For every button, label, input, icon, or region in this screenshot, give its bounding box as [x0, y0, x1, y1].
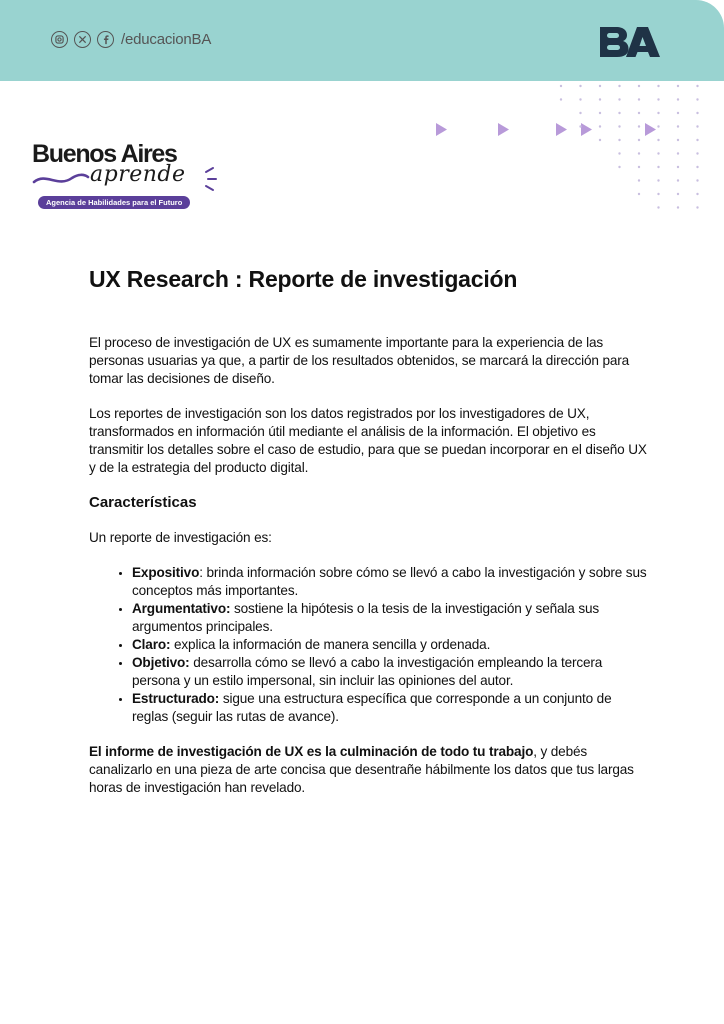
decor-dot — [579, 98, 581, 100]
decor-dot — [638, 139, 640, 141]
decor-dot — [657, 98, 659, 100]
list-item-separator: : — [199, 565, 203, 580]
decor-dot — [657, 193, 659, 195]
list-item — [132, 564, 649, 600]
intro-paragraph: El proceso de investigación de UX es sumamente importante para la experiencia de las personas usuarias ya que, a partir de los resultados obtenidos, se marcará la dirección para tomar las decisiones de diseño. — [89, 335, 630, 386]
decor-dot — [696, 179, 698, 181]
list-item-term: Claro: — [132, 637, 171, 652]
decor-dot — [696, 193, 698, 195]
decor-dot — [599, 125, 601, 127]
decor-dot — [677, 206, 679, 208]
list-item-term: Argumentativo: — [132, 601, 231, 616]
decor-dot — [677, 152, 679, 154]
decor-dot — [696, 98, 698, 100]
list-item — [132, 636, 649, 654]
decor-dot — [696, 85, 698, 87]
closing-rest: , y debés canalizarlo en una pieza de arte concisa que desentrañe hábilmente los datos que tus largas horas de investigación han revelado. — [89, 744, 634, 795]
decor-dot — [618, 139, 620, 141]
decor-dot — [696, 125, 698, 127]
decor-dot — [657, 112, 659, 114]
decor-dot — [638, 193, 640, 195]
list-item — [132, 690, 649, 726]
decor-dot — [657, 139, 659, 141]
decor-dot-grid — [558, 83, 718, 218]
brand-tagline: Agencia de Habilidades para el Futuro — [38, 196, 190, 209]
decor-dot — [696, 152, 698, 154]
decor-dot — [677, 179, 679, 181]
decor-dot — [657, 206, 659, 208]
list-intro: Un reporte de investigación es: — [89, 530, 272, 545]
decor-dot — [677, 85, 679, 87]
ba-logo-text: BA — [598, 24, 600, 25]
decor-dot — [638, 85, 640, 87]
decor-dot — [618, 166, 620, 168]
list-item-term: Objetivo: — [132, 655, 190, 670]
decor-dot — [638, 125, 640, 127]
decor-dot — [677, 125, 679, 127]
decor-dot — [579, 125, 581, 127]
list-item-desc: desarrolla cómo se llevó a cabo la investigación empleando la tercera persona y un estilo impersonal, sin incluir las opiniones del autor. — [132, 655, 603, 688]
decor-dot — [657, 152, 659, 154]
buenos-aires-aprende-logo — [32, 140, 222, 212]
decor-dot — [579, 112, 581, 114]
list-item — [132, 600, 649, 636]
decor-dot — [696, 166, 698, 168]
decor-dot — [599, 112, 601, 114]
characteristics-list — [89, 564, 649, 726]
decor-dot — [696, 206, 698, 208]
decor-dot — [599, 98, 601, 100]
decor-dot — [560, 98, 562, 100]
brand-script: aprende — [90, 162, 186, 187]
decor-dot — [618, 98, 620, 100]
decor-dot — [677, 112, 679, 114]
decor-dot — [638, 98, 640, 100]
decor-dot — [657, 166, 659, 168]
decor-dot — [677, 166, 679, 168]
decor-dot — [638, 166, 640, 168]
decor-dot — [560, 85, 562, 87]
section-heading: Características — [89, 494, 197, 511]
decor-dot — [657, 85, 659, 87]
decor-dot — [677, 193, 679, 195]
arrow-icon — [436, 123, 447, 136]
list-item — [132, 654, 649, 690]
decor-dot — [657, 125, 659, 127]
page-title: UX Research : Reporte de investigación — [89, 266, 518, 292]
list-item-desc: brinda información sobre cómo se llevó a cabo la investigación y sobre sus conceptos más importantes. — [132, 565, 647, 598]
decor-dot — [638, 179, 640, 181]
document-body — [89, 266, 649, 814]
decor-dot — [638, 112, 640, 114]
decor-dot — [696, 139, 698, 141]
social-handle[interactable]: /educacionBA — [121, 31, 212, 48]
list-item-term: Estructurado: — [132, 691, 220, 706]
decor-dot — [618, 125, 620, 127]
decor-dot — [579, 85, 581, 87]
closing-bold: El informe de investigación de UX es la culminación de todo tu trabajo — [89, 744, 534, 759]
list-item-desc: explica la información de manera sencilla y ordenada. — [170, 637, 491, 652]
list-item-term: Expositivo — [132, 565, 200, 580]
decor-dot — [696, 112, 698, 114]
arrow-icon — [498, 123, 509, 136]
decor-dot — [618, 112, 620, 114]
decor-dot — [657, 179, 659, 181]
decor-dot — [618, 85, 620, 87]
decor-dot — [638, 152, 640, 154]
decor-dot — [677, 98, 679, 100]
closing-paragraph — [89, 743, 649, 797]
decor-dot — [599, 139, 601, 141]
intro-paragraph: Los reportes de investigación son los datos registrados por los investigadores de UX, transformados en información útil mediante el análisis de la información. El objetivo es transmitir los detalles sobre el caso de estudio, para que se puedan incorporar en el diseño UX y de la estrategia del producto digital. — [89, 406, 647, 475]
decor-dot — [599, 85, 601, 87]
brand-title: Buenos Aires — [32, 140, 177, 168]
list-item-desc: sostiene la hipótesis o la tesis de la investigación y señala sus argumentos principales. — [132, 601, 600, 634]
list-item-desc: sigue una estructura específica que corresponde a un conjunto de reglas (seguir las rutas de avance). — [132, 691, 612, 724]
decor-dot — [618, 152, 620, 154]
decor-dot — [677, 139, 679, 141]
